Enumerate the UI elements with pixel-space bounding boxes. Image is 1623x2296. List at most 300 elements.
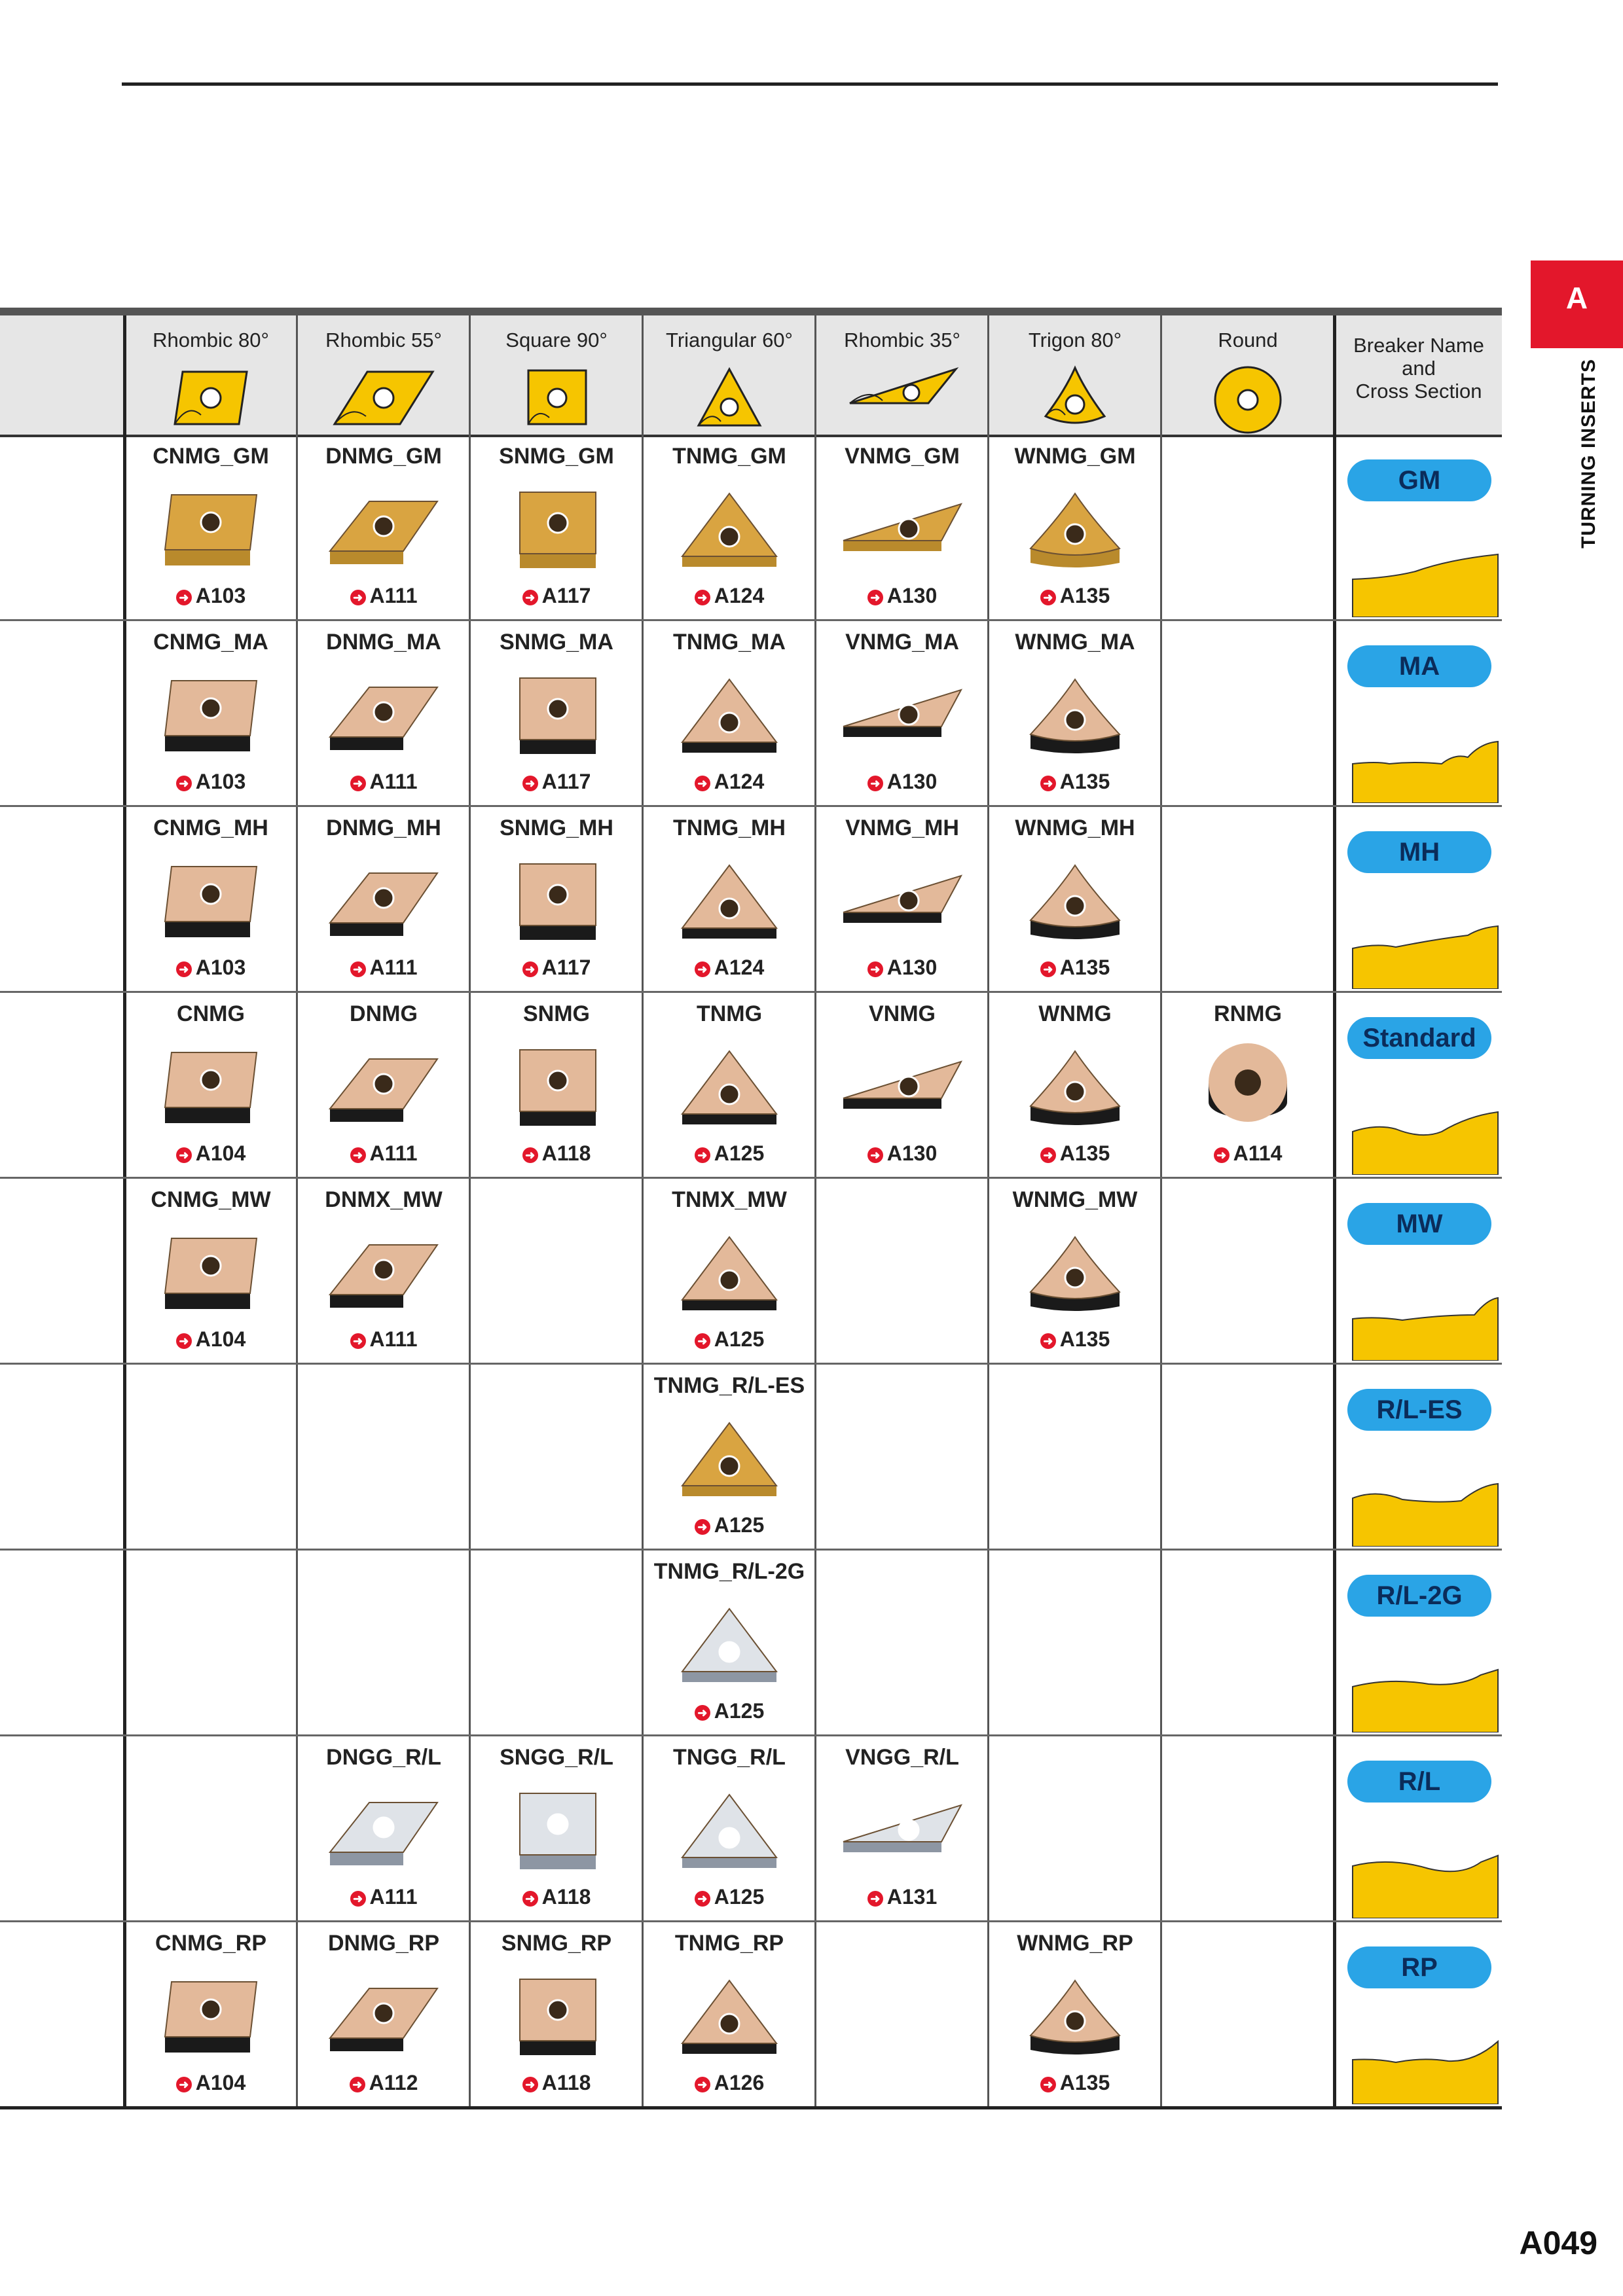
- insert-name: CNMG_MA: [153, 630, 268, 655]
- insert-cell[interactable]: [989, 435, 1161, 620]
- insert-photo: [145, 857, 276, 952]
- page-reference: A130: [886, 956, 938, 979]
- breaker-badge: Standard: [1347, 1017, 1491, 1059]
- table-cell: [1161, 806, 1334, 992]
- table-cell: [1161, 1736, 1334, 1922]
- page-reference: A135: [1059, 1141, 1110, 1165]
- table-cell: [816, 1550, 989, 1736]
- insert-photo: [491, 1043, 622, 1138]
- breaker-badge: R/L-2G: [1347, 1575, 1491, 1617]
- page-reference-link[interactable]: [643, 584, 816, 608]
- page-reference-link[interactable]: [124, 1327, 297, 1352]
- table-cell: [1161, 1922, 1334, 2108]
- breaker-cell: [1336, 1550, 1502, 1736]
- page-reference-link[interactable]: [643, 1327, 816, 1352]
- insert-photo: [491, 857, 622, 952]
- table-cell: [1161, 435, 1334, 620]
- insert-photo: [318, 1973, 449, 2068]
- insert-cell[interactable]: [124, 1922, 297, 2108]
- breaker-badge: R/L: [1347, 1761, 1491, 1803]
- insert-photo: [1010, 1229, 1140, 1324]
- arrow-right-icon: ➜: [522, 1147, 538, 1163]
- arrow-right-icon: ➜: [1214, 1147, 1230, 1163]
- arrow-right-icon: ➜: [176, 961, 192, 977]
- page-reference: A117: [541, 770, 591, 793]
- insert-cell[interactable]: [470, 435, 643, 620]
- page-number: A049: [1519, 2225, 1597, 2261]
- table-row: [0, 435, 1502, 620]
- arrow-right-icon: ➜: [695, 1891, 710, 1907]
- page-reference-link[interactable]: [816, 770, 989, 794]
- insert-photo: [1182, 1043, 1313, 1138]
- arrow-right-icon: ➜: [522, 2077, 538, 2092]
- page-reference: A111: [369, 1327, 418, 1351]
- page-reference-link[interactable]: [470, 956, 643, 980]
- table-row: [0, 1178, 1502, 1364]
- insert-name: WNMG_MH: [1015, 816, 1135, 840]
- column-label: Square 90°: [505, 329, 608, 351]
- insert-name: WNMG_MW: [1012, 1187, 1138, 1212]
- arrow-right-icon: ➜: [522, 776, 538, 791]
- insert-name: SNMG_MH: [500, 816, 613, 840]
- page-reference-link[interactable]: [816, 1141, 989, 1166]
- page-reference: A104: [195, 2071, 246, 2094]
- insert-name: VNMG_GM: [845, 444, 960, 469]
- column-header: [643, 315, 816, 435]
- insert-cell[interactable]: [124, 806, 297, 992]
- insert-name: SNMG_GM: [499, 444, 614, 469]
- column-header: [297, 315, 470, 435]
- table-row: [0, 1364, 1502, 1550]
- table-cell: [124, 1736, 297, 1922]
- page-reference-link[interactable]: [297, 1141, 470, 1166]
- page-reference-link[interactable]: [297, 956, 470, 980]
- breaker-cell: [1336, 1364, 1502, 1550]
- page-reference-link[interactable]: [989, 584, 1161, 608]
- insert-cell[interactable]: [470, 620, 643, 806]
- page-reference: A125: [714, 1141, 765, 1165]
- insert-name: CNMG: [177, 1001, 245, 1026]
- insert-name: CNMG_MH: [153, 816, 268, 840]
- insert-name: DNMG_GM: [325, 444, 442, 469]
- arrow-right-icon: ➜: [522, 1891, 538, 1907]
- insert-name: TNMG_MH: [673, 816, 786, 840]
- column-header: [124, 315, 297, 435]
- insert-cell[interactable]: [124, 620, 297, 806]
- arrow-right-icon: ➜: [1040, 1333, 1056, 1349]
- insert-photo: [664, 857, 795, 952]
- table-cell: [816, 1922, 989, 2108]
- page-reference: A126: [714, 2071, 765, 2094]
- page-reference: A118: [541, 1141, 591, 1165]
- insert-photo: [837, 1787, 968, 1882]
- insert-cell[interactable]: [643, 992, 816, 1178]
- column-header: [470, 315, 643, 435]
- breaker-header-line: and: [1402, 357, 1436, 380]
- page-reference: A124: [714, 770, 765, 793]
- column-header: [989, 315, 1161, 435]
- cross-section-profile: [1350, 924, 1501, 992]
- round-icon: [1212, 364, 1284, 439]
- insert-photo: [491, 672, 622, 766]
- insert-photo: [664, 1973, 795, 2068]
- page-reference: A125: [714, 1327, 765, 1351]
- column-header: [1161, 315, 1334, 435]
- insert-name: TNGG_R/L: [673, 1745, 786, 1770]
- rhombic-80-icon: [168, 364, 253, 433]
- column-label: Rhombic 80°: [153, 329, 269, 351]
- arrow-right-icon: ➜: [350, 776, 366, 791]
- table-cell: [989, 1736, 1161, 1922]
- insert-cell[interactable]: [989, 1178, 1161, 1364]
- arrow-right-icon: ➜: [522, 590, 538, 605]
- insert-cell[interactable]: [124, 1178, 297, 1364]
- insert-cell[interactable]: [643, 806, 816, 992]
- arrow-right-icon: ➜: [1040, 776, 1056, 791]
- table-cell: [470, 1364, 643, 1550]
- insert-cell[interactable]: [643, 1364, 816, 1550]
- arrow-right-icon: ➜: [695, 1705, 710, 1721]
- insert-name: TNMG_R/L-2G: [653, 1559, 805, 1584]
- table-cell: [297, 1364, 470, 1550]
- insert-photo: [1010, 857, 1140, 952]
- insert-cell[interactable]: [470, 1922, 643, 2108]
- cross-section-profile: [1350, 738, 1501, 806]
- table-top-rule: [0, 308, 1502, 315]
- breaker-badge: MH: [1347, 831, 1491, 873]
- table-cell: [124, 1550, 297, 1736]
- insert-cell[interactable]: [297, 620, 470, 806]
- page-reference: A124: [714, 584, 765, 607]
- insert-photo: [145, 1229, 276, 1324]
- breaker-cell: [1336, 620, 1502, 806]
- page-reference: A130: [886, 1141, 938, 1165]
- section-letter: A: [1565, 281, 1588, 315]
- page-reference-link[interactable]: [297, 1885, 470, 1909]
- table-cell: [989, 1364, 1161, 1550]
- insert-cell[interactable]: [643, 1178, 816, 1364]
- insert-photo: [145, 1043, 276, 1138]
- arrow-right-icon: ➜: [695, 1147, 710, 1163]
- arrow-right-icon: ➜: [176, 1333, 192, 1349]
- page-reference-link[interactable]: [816, 584, 989, 608]
- breaker-cell: [1336, 806, 1502, 992]
- page-reference-link[interactable]: [124, 2071, 297, 2095]
- cross-section-profile: [1350, 1667, 1501, 1736]
- column-label: Rhombic 55°: [325, 329, 442, 351]
- breaker-badge: RP: [1347, 1946, 1491, 1988]
- page-reference: A118: [541, 1885, 591, 1909]
- insert-cell[interactable]: [816, 992, 989, 1178]
- cross-section-profile: [1350, 1109, 1501, 1178]
- arrow-right-icon: ➜: [1040, 961, 1056, 977]
- table-row: [0, 806, 1502, 992]
- insert-name: DNMG_RP: [327, 1931, 440, 1956]
- page-reference: A124: [714, 956, 765, 979]
- insert-name: SNMG_MA: [500, 630, 613, 655]
- page-reference-link[interactable]: [643, 2071, 816, 2095]
- rhombic-55-icon: [328, 364, 439, 433]
- insert-cell[interactable]: [297, 992, 470, 1178]
- arrow-right-icon: ➜: [867, 1147, 883, 1163]
- insert-photo: [491, 486, 622, 581]
- insert-cell[interactable]: [643, 435, 816, 620]
- insert-photo: [318, 1229, 449, 1324]
- insert-photo: [664, 1043, 795, 1138]
- column-label: Trigon 80°: [1028, 329, 1122, 351]
- page-reference: A103: [195, 770, 246, 793]
- insert-cell[interactable]: [297, 1922, 470, 2108]
- breaker-badge: GM: [1347, 459, 1491, 501]
- cross-section-profile: [1350, 552, 1501, 620]
- insert-name: DNGG_R/L: [326, 1745, 441, 1770]
- page-reference-link[interactable]: [1161, 1141, 1334, 1166]
- page-reference-link[interactable]: [297, 2071, 470, 2095]
- insert-name: VNGG_R/L: [845, 1745, 959, 1770]
- insert-photo: [145, 1973, 276, 2068]
- page-reference-link[interactable]: [643, 1699, 816, 1723]
- page-reference: A125: [714, 1513, 765, 1537]
- page-reference: A135: [1059, 2071, 1110, 2094]
- insert-photo: [318, 1787, 449, 1882]
- arrow-right-icon: ➜: [350, 2077, 365, 2092]
- column-label: Triangular 60°: [666, 329, 793, 351]
- arrow-right-icon: ➜: [522, 961, 538, 977]
- page-reference: A111: [369, 584, 418, 607]
- cross-section-profile: [1350, 1853, 1501, 1922]
- arrow-right-icon: ➜: [176, 1147, 192, 1163]
- page-reference-link[interactable]: [124, 584, 297, 608]
- table-cell: [1161, 1364, 1334, 1550]
- page-reference: A104: [195, 1327, 246, 1351]
- table-cell: [1161, 1550, 1334, 1736]
- insert-name: DNMG_MA: [326, 630, 441, 655]
- cross-section-profile: [1350, 2039, 1501, 2108]
- page-reference-link[interactable]: [470, 2071, 643, 2095]
- insert-cell[interactable]: [297, 435, 470, 620]
- table-row: [0, 1736, 1502, 1922]
- insert-name: CNMG_GM: [153, 444, 269, 469]
- insert-name: DNMG_MH: [326, 816, 441, 840]
- cross-section-profile: [1350, 1481, 1501, 1550]
- insert-photo: [1010, 1973, 1140, 2068]
- insert-cell[interactable]: [643, 1550, 816, 1736]
- page-reference: A130: [886, 584, 938, 607]
- table-row: [0, 1550, 1502, 1736]
- page-reference: A111: [369, 1141, 418, 1165]
- page-reference-link[interactable]: [989, 770, 1161, 794]
- triangular-60-icon: [693, 364, 765, 433]
- page-reference: A117: [541, 956, 591, 979]
- insert-photo: [837, 857, 968, 952]
- page-reference-link[interactable]: [470, 584, 643, 608]
- arrow-right-icon: ➜: [867, 961, 883, 977]
- page-reference: A111: [369, 956, 418, 979]
- arrow-right-icon: ➜: [867, 776, 883, 791]
- arrow-right-icon: ➜: [695, 1519, 710, 1535]
- insert-cell[interactable]: [816, 806, 989, 992]
- insert-photo: [664, 486, 795, 581]
- arrow-right-icon: ➜: [695, 776, 710, 791]
- page-reference: A114: [1233, 1141, 1283, 1165]
- insert-name: WNMG_GM: [1014, 444, 1136, 469]
- arrow-right-icon: ➜: [695, 2077, 710, 2092]
- insert-cell[interactable]: [470, 806, 643, 992]
- insert-cell[interactable]: [470, 992, 643, 1178]
- insert-cell[interactable]: [643, 1736, 816, 1922]
- arrow-right-icon: ➜: [695, 1333, 710, 1349]
- insert-name: CNMG_MW: [151, 1187, 271, 1212]
- page-reference: A131: [886, 1885, 938, 1909]
- insert-name: TNMG_R/L-ES: [653, 1373, 805, 1398]
- page-reference-link[interactable]: [816, 956, 989, 980]
- insert-name: DNMG: [350, 1001, 418, 1026]
- arrow-right-icon: ➜: [350, 590, 366, 605]
- breaker-badge: R/L-ES: [1347, 1389, 1491, 1431]
- arrow-right-icon: ➜: [867, 1891, 883, 1907]
- table-cell: [816, 1178, 989, 1364]
- page-reference-link[interactable]: [124, 1141, 297, 1166]
- insert-name: SNGG_R/L: [500, 1745, 613, 1770]
- insert-photo: [837, 1043, 968, 1138]
- page-reference-link[interactable]: [816, 1885, 989, 1909]
- page-reference-link[interactable]: [989, 1141, 1161, 1166]
- page-reference: A103: [195, 584, 246, 607]
- page-reference: A112: [369, 2071, 418, 2094]
- table-cell: [1161, 1178, 1334, 1364]
- top-rule: [122, 82, 1498, 86]
- insert-cell[interactable]: [124, 992, 297, 1178]
- page-reference-link[interactable]: [643, 1513, 816, 1537]
- table-row: [0, 1922, 1502, 2108]
- breaker-badge: MA: [1347, 645, 1491, 687]
- square-90-icon: [520, 364, 593, 433]
- insert-name: TNMX_MW: [672, 1187, 787, 1212]
- page-reference-link[interactable]: [124, 770, 297, 794]
- insert-cell[interactable]: [989, 1922, 1161, 2108]
- page-reference: A135: [1059, 956, 1110, 979]
- column-label: Round: [1218, 329, 1278, 351]
- insert-photo: [318, 1043, 449, 1138]
- insert-photo: [664, 672, 795, 766]
- insert-photo: [491, 1973, 622, 2068]
- insert-name: RNMG: [1214, 1001, 1282, 1026]
- insert-cell[interactable]: [989, 806, 1161, 992]
- insert-cell[interactable]: [816, 1736, 989, 1922]
- page-reference: A125: [714, 1699, 765, 1723]
- insert-cell[interactable]: [989, 620, 1161, 806]
- page-reference: A117: [541, 584, 591, 607]
- arrow-right-icon: ➜: [176, 776, 192, 791]
- insert-photo: [664, 1787, 795, 1882]
- insert-name: CNMG_RP: [155, 1931, 267, 1956]
- insert-photo: [1010, 1043, 1140, 1138]
- breaker-cell: [1336, 992, 1502, 1178]
- insert-cell[interactable]: [643, 620, 816, 806]
- insert-name: WNMG_MA: [1015, 630, 1135, 655]
- breaker-badge: MW: [1347, 1203, 1491, 1245]
- table-cell: [297, 1550, 470, 1736]
- insert-cell[interactable]: [816, 620, 989, 806]
- rhombic-35-icon: [843, 364, 961, 413]
- page-reference: A104: [195, 1141, 246, 1165]
- trigon-80-icon: [1039, 364, 1111, 433]
- table-cell: [470, 1550, 643, 1736]
- section-label-text: TURNING INSERTS: [1578, 358, 1599, 549]
- breaker-cell: [1336, 1178, 1502, 1364]
- page-reference-link[interactable]: [470, 1885, 643, 1909]
- cross-section-profile: [1350, 1295, 1501, 1364]
- page-reference-link[interactable]: [643, 770, 816, 794]
- insert-cell[interactable]: [989, 992, 1161, 1178]
- section-tab[interactable]: [1531, 260, 1623, 348]
- arrow-right-icon: ➜: [1040, 2077, 1056, 2092]
- table-cell: [989, 1550, 1161, 1736]
- table-row: [0, 620, 1502, 806]
- arrow-right-icon: ➜: [350, 1333, 366, 1349]
- page-reference-link[interactable]: [470, 770, 643, 794]
- column-header: [816, 315, 989, 435]
- insert-name: SNMG_RP: [501, 1931, 612, 1956]
- breaker-header-line: Breaker Name: [1353, 334, 1484, 357]
- breaker-header: [1336, 334, 1502, 403]
- insert-cell[interactable]: [124, 435, 297, 620]
- insert-photo: [664, 1601, 795, 1696]
- insert-photo: [318, 672, 449, 766]
- table-row: [0, 992, 1502, 1178]
- page-reference-link[interactable]: [297, 584, 470, 608]
- page-reference-link[interactable]: [643, 1885, 816, 1909]
- insert-cell[interactable]: [297, 806, 470, 992]
- section-label: [1579, 359, 1599, 548]
- insert-name: WNMG: [1038, 1001, 1112, 1026]
- insert-name: TNMG: [696, 1001, 763, 1026]
- page-reference-link[interactable]: [643, 1141, 816, 1166]
- breaker-cell: [1336, 1922, 1502, 2108]
- insert-cell[interactable]: [643, 1922, 816, 2108]
- arrow-right-icon: ➜: [350, 961, 366, 977]
- insert-cell[interactable]: [470, 1736, 643, 1922]
- arrow-right-icon: ➜: [695, 590, 710, 605]
- page-reference: A111: [369, 770, 418, 793]
- table-cell: [470, 1178, 643, 1364]
- insert-photo: [1010, 486, 1140, 581]
- insert-cell[interactable]: [297, 1736, 470, 1922]
- page-reference-link[interactable]: [297, 770, 470, 794]
- insert-photo: [145, 486, 276, 581]
- page-reference: A125: [714, 1885, 765, 1909]
- arrow-right-icon: ➜: [1040, 1147, 1056, 1163]
- insert-photo: [664, 1229, 795, 1324]
- insert-cell[interactable]: [816, 435, 989, 620]
- arrow-right-icon: ➜: [350, 1891, 366, 1907]
- column-label: Rhombic 35°: [844, 329, 960, 351]
- insert-cell[interactable]: [1161, 992, 1334, 1178]
- page-reference-link[interactable]: [297, 1327, 470, 1352]
- page-reference-link[interactable]: [124, 956, 297, 980]
- page-reference-link[interactable]: [470, 1141, 643, 1166]
- page-reference-link[interactable]: [989, 2071, 1161, 2095]
- breaker-header-line: Cross Section: [1355, 380, 1482, 403]
- page-reference-link[interactable]: [989, 1327, 1161, 1352]
- insert-photo: [837, 486, 968, 581]
- page-reference-link[interactable]: [643, 956, 816, 980]
- insert-cell[interactable]: [297, 1178, 470, 1364]
- page-reference: A135: [1059, 1327, 1110, 1351]
- insert-name: VNMG_MH: [845, 816, 959, 840]
- insert-name: VNMG_MA: [845, 630, 959, 655]
- page-reference-link[interactable]: [989, 956, 1161, 980]
